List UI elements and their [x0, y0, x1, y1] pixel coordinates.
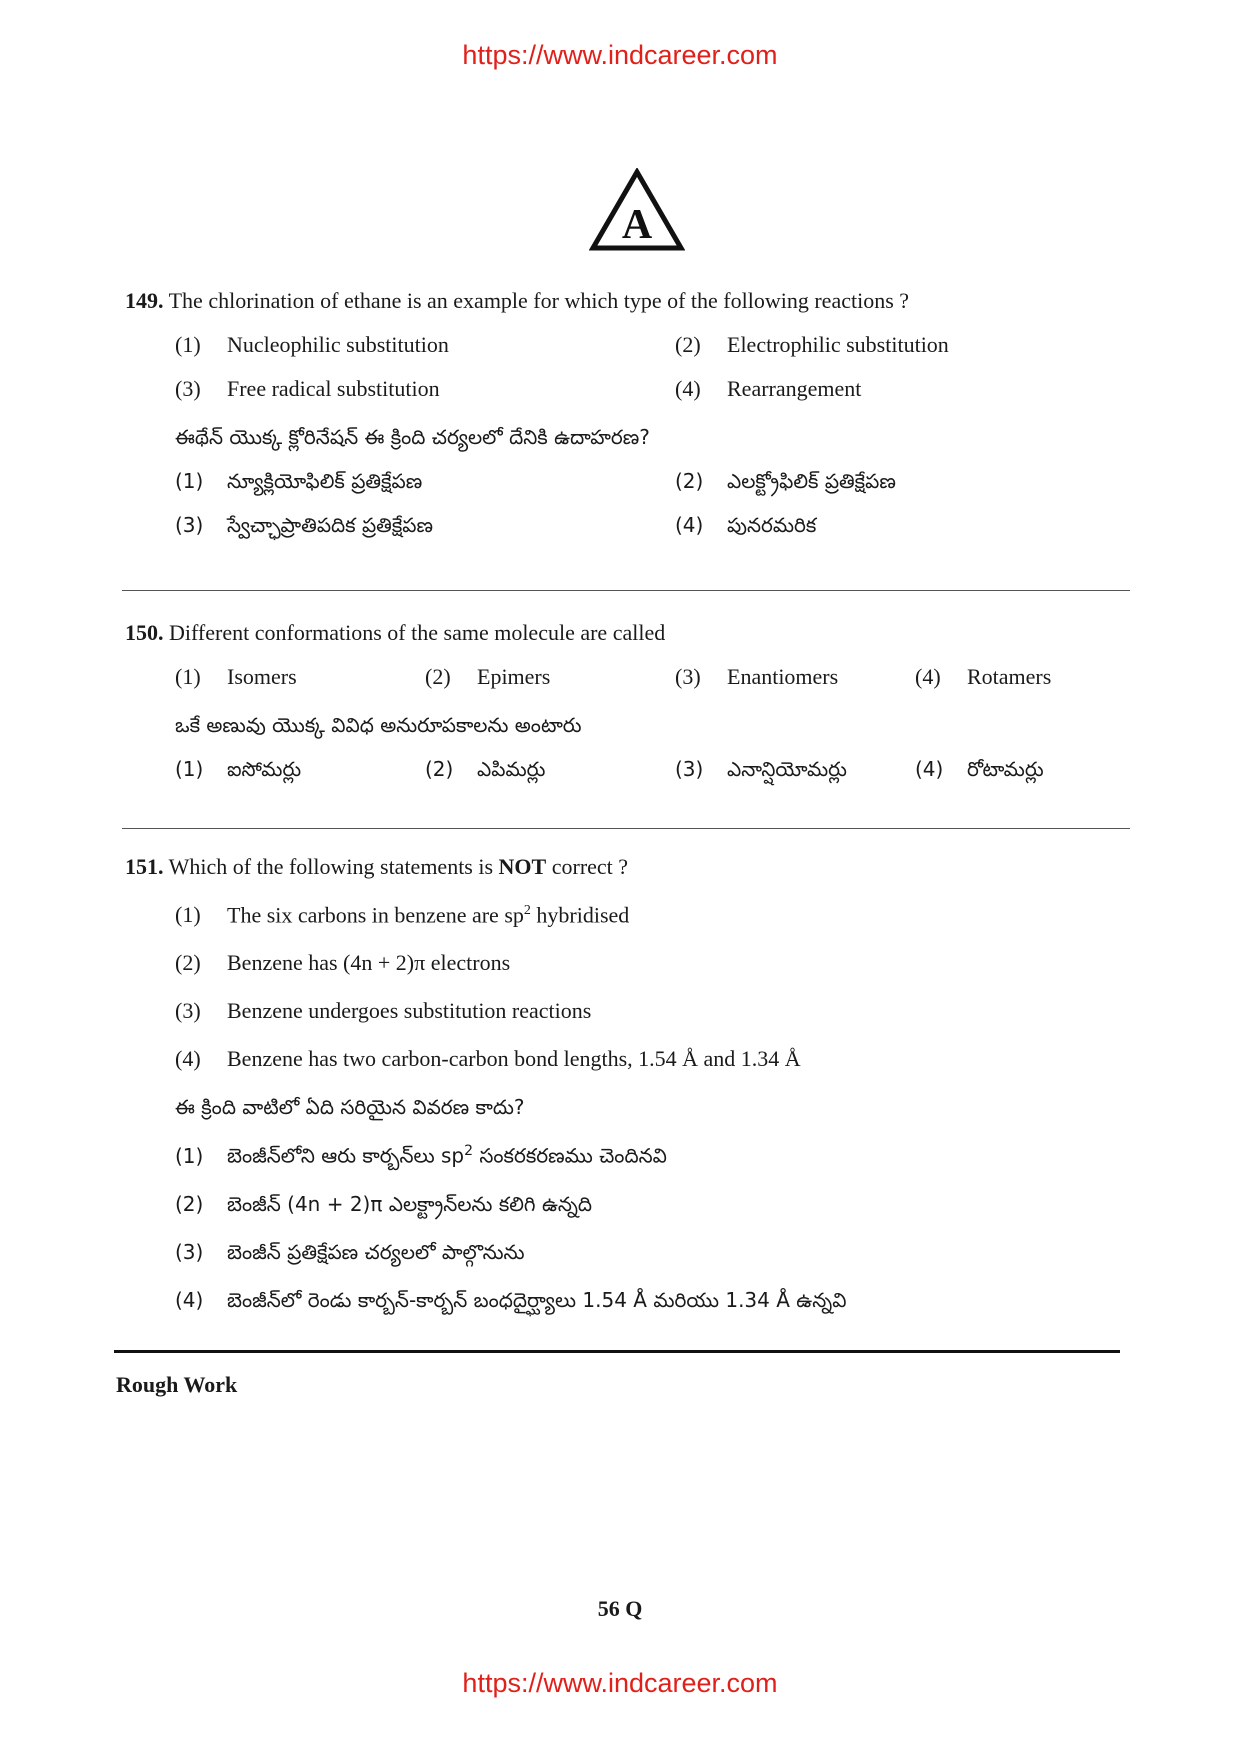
question-150 — [125, 618, 1125, 784]
options-en — [175, 896, 1125, 1074]
footer-url-link[interactable]: https://www.indcareer.com — [462, 1668, 778, 1698]
question-151 — [125, 852, 1125, 1333]
rough-work-label: Rough Work — [116, 1372, 238, 1397]
option-te-1: (1) న్యూక్లియోఫిలిక్ ప్రతిక్షేపణ — [175, 469, 423, 493]
question-stem-te: ఒకే అణువు యొక్క వివిధ అనురూపకాలను అంటారు — [175, 713, 582, 737]
option-3: (3) Benzene undergoes substitution reactions — [175, 998, 592, 1024]
question-stem-en: 150. Different conformations of the same molecule are called — [125, 620, 666, 645]
option-1: (1) Nucleophilic substitution — [175, 332, 449, 357]
option-te-4: (4) బెంజీన్‌లో రెండు కార్బన్-కార్బన్ బంధదైర్ఘ్యాలు 1.54 Å మరియు 1.34 Å ఉన్నవి — [175, 1287, 847, 1312]
page-number: 56 Q — [597, 1596, 643, 1621]
question-stem-en: 149. The chlorination of ethane is an example for which type of the following reactions ? — [125, 288, 910, 313]
question-number: 150. — [125, 620, 164, 645]
option-4: (4) Rotamers — [915, 664, 1052, 689]
option-te-4: (4) పునరమరిక — [675, 513, 817, 537]
option-te-3: (3) స్వేచ్ఛాప్రాతిపదిక ప్రతిక్షేపణ — [175, 513, 433, 537]
option-te-1: (1) ఐసోమర్లు — [175, 757, 302, 781]
booklet-code-triangle-icon — [589, 168, 685, 252]
question-number: 149. — [125, 288, 164, 313]
option-te-3: (3) ఎనాన్షియోమర్లు — [675, 757, 847, 781]
option-te-4: (4) రోటామర్లు — [915, 757, 1044, 781]
question-stem-en: 151. Which of the following statements is NOT correct ? — [125, 854, 629, 879]
question-149 — [125, 286, 1125, 540]
option-te-2: (2) ఎపిమర్లు — [425, 757, 546, 781]
question-number: 151. — [125, 854, 164, 879]
option-te-1: (1) బెంజీన్‌లోని ఆరు కార్బన్‌లు $sp^2$ సంకరకరణము చెందినవి — [175, 1143, 667, 1168]
question-stem-te: ఈ క్రింది వాటిలో ఏది సరియైన వివరణ కాదు? — [175, 1095, 525, 1120]
option-2: (2) Epimers — [425, 664, 551, 689]
options-te — [175, 466, 1125, 540]
question-stem-te: ఈథేన్ యొక్క క్లోరినేషన్ ఈ క్రింది చర్యలలో దేనికి ఉదాహరణ? — [175, 425, 650, 449]
option-1: (1) Isomers — [175, 664, 297, 689]
options-en — [175, 330, 1125, 404]
options-te — [175, 1136, 1125, 1315]
rough-work-divider — [114, 1350, 1120, 1353]
option-1: (1) The six carbons in benzene are $sp^2$ hybridised — [175, 902, 630, 928]
option-4: (4) Benzene has two carbon-carbon bond lengths, 1.54 Å and 1.34 Å — [175, 1046, 801, 1072]
option-te-2: (2) ఎలక్ట్రోఫిలిక్ ప్రతిక్షేపణ — [675, 469, 896, 493]
booklet-code-letter: A — [621, 202, 653, 248]
question-divider — [122, 828, 1130, 829]
options-en — [175, 662, 1125, 692]
options-te — [175, 754, 1125, 784]
question-divider — [122, 590, 1130, 591]
option-te-2: (2) బెంజీన్ (4n + 2)π ఎలక్ట్రాన్‌లను కలిగి ఉన్నది — [175, 1191, 593, 1216]
option-4: (4) Rearrangement — [675, 376, 862, 401]
option-3: (3) Enantiomers — [675, 664, 839, 689]
header-url-link[interactable]: https://www.indcareer.com — [462, 40, 778, 70]
option-2: (2) Benzene has (4n + 2)π electrons — [175, 950, 511, 976]
option-3: (3) Free radical substitution — [175, 376, 440, 401]
option-te-3: (3) బెంజీన్ ప్రతిక్షేపణ చర్యలలో పాల్గొనును — [175, 1239, 525, 1264]
option-2: (2) Electrophilic substitution — [675, 332, 949, 357]
